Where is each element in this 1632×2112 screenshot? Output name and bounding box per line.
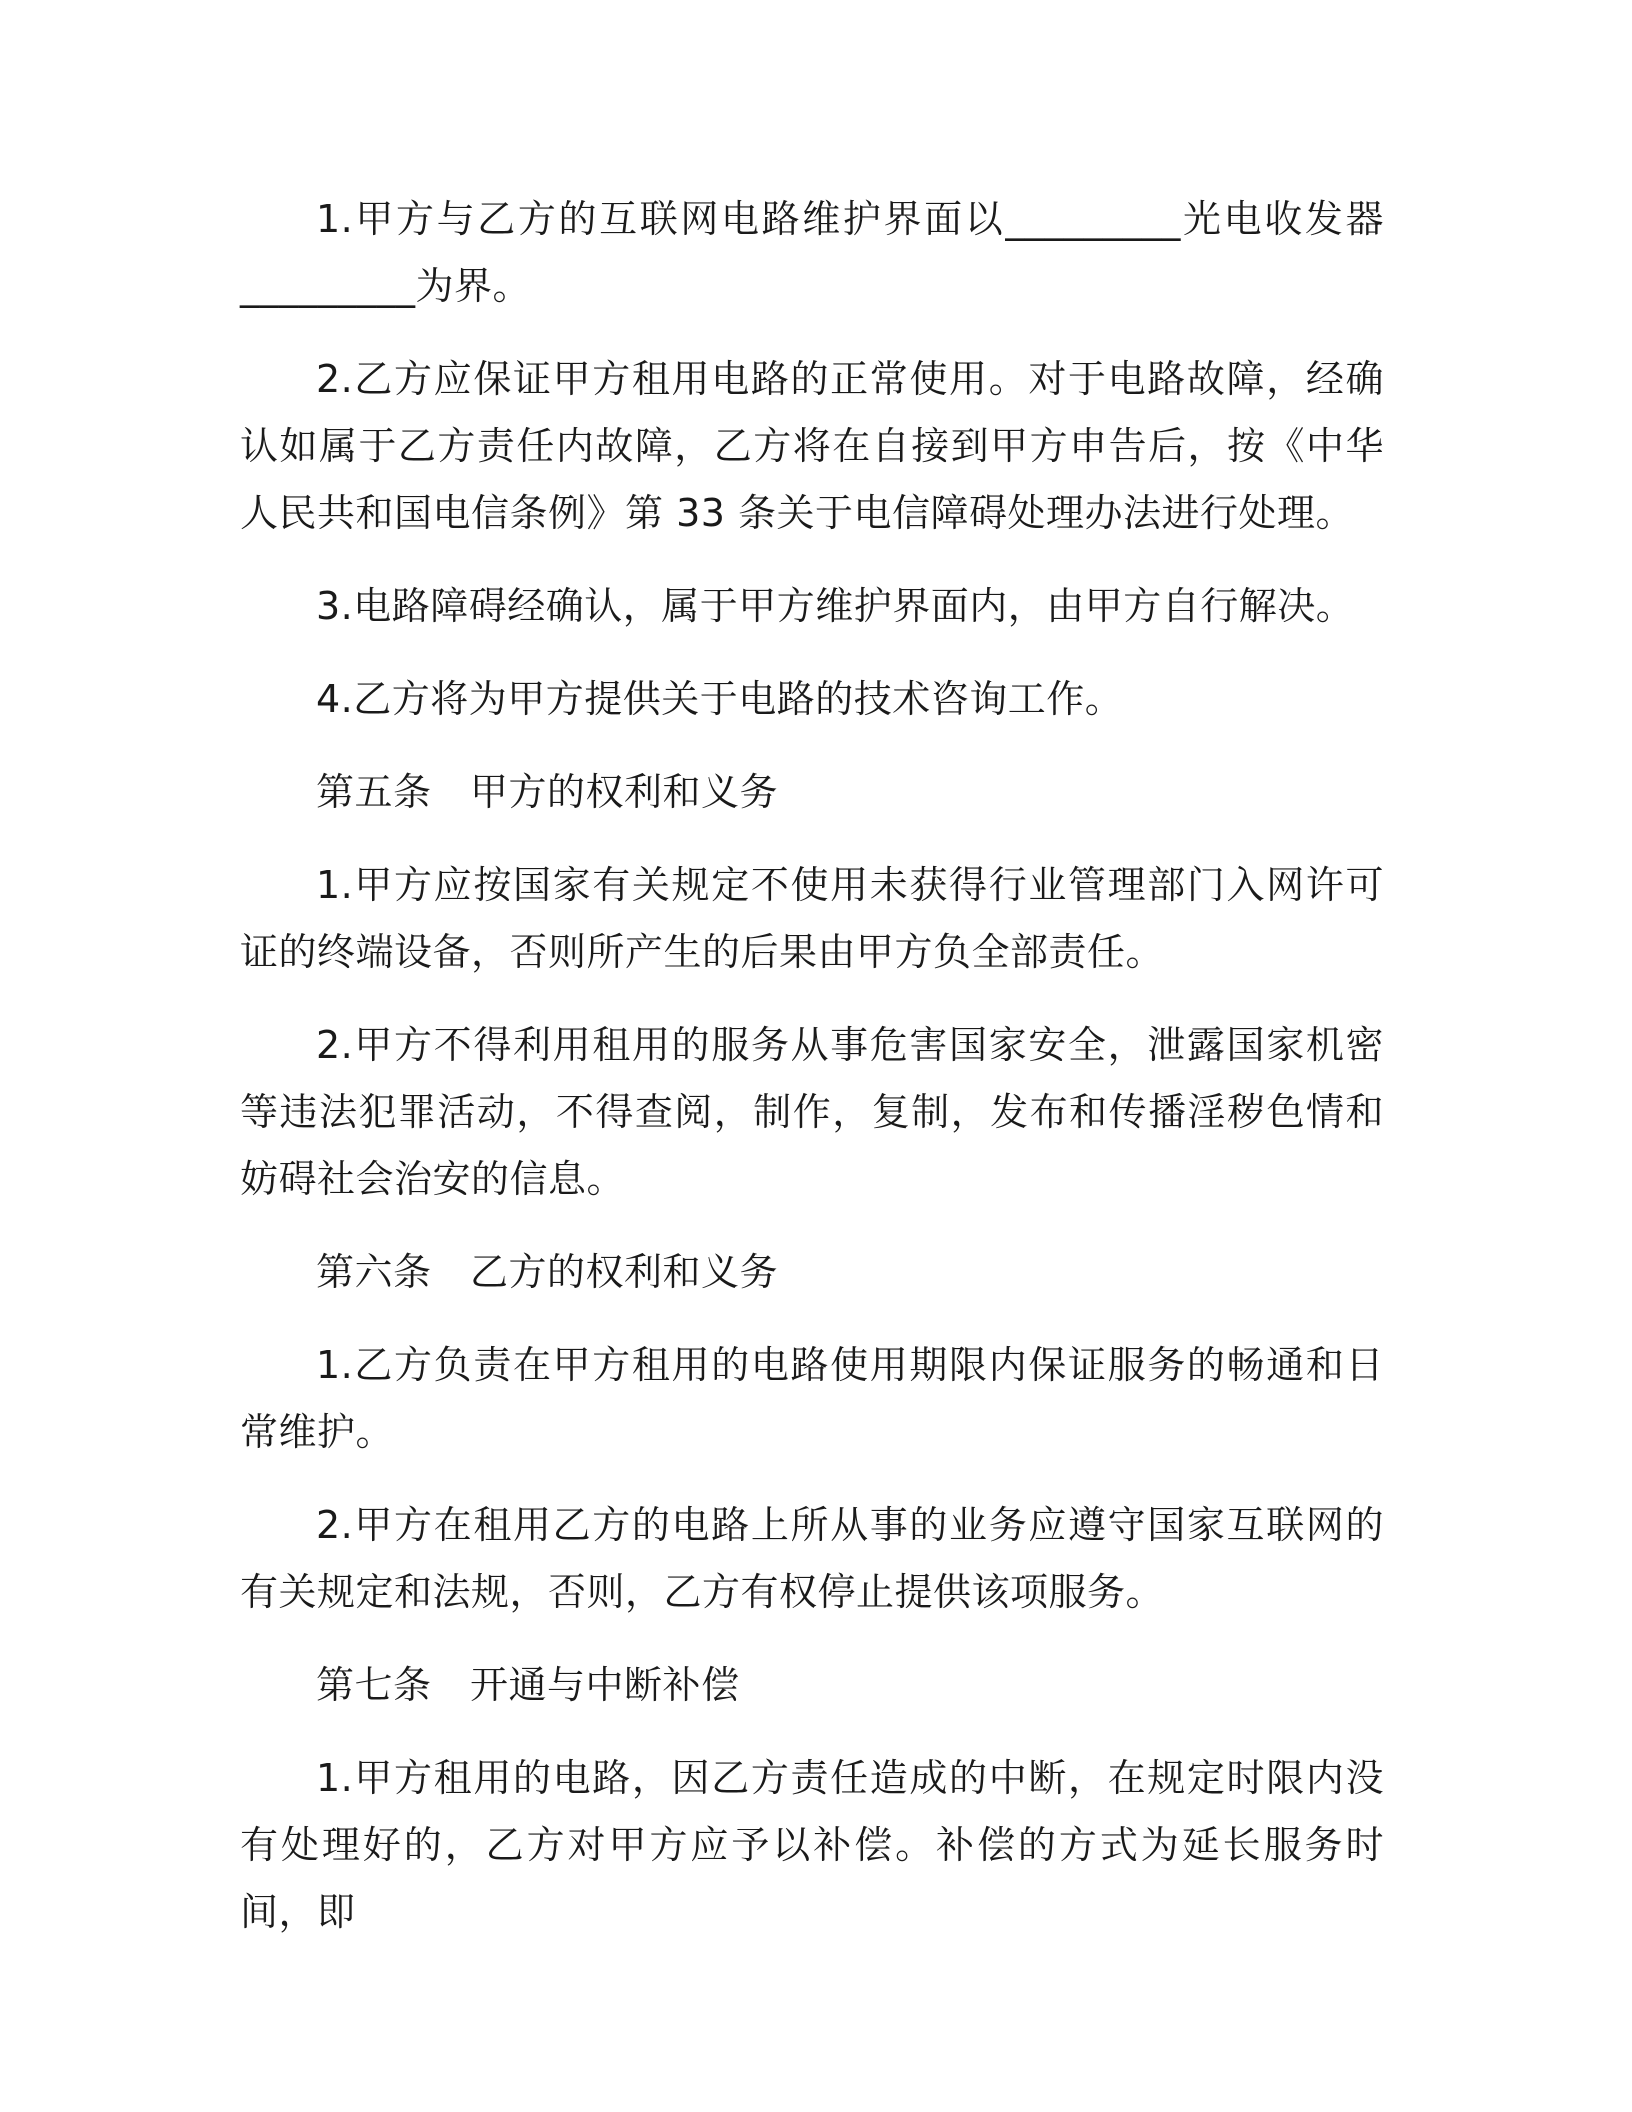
- paragraph-illegal-activities: 2.甲方不得利用租用的服务从事危害国家安全，泄露国家机密等违法犯罪活动，不得查阅，制作，复制，发布和传播淫秽色情和妨碍社会治安的信息。: [240, 1023, 1384, 1201]
- paragraph-maintenance-boundary: 1.甲方与乙方的互联网电路维护界面以_________光电收发器_________为界。: [240, 197, 1384, 308]
- document-page: [240, 186, 1384, 1972]
- paragraph-compliance: 2.甲方在租用乙方的电路上所从事的业务应遵守国家互联网的有关规定和法规，否则，乙方有权停止提供该项服务。: [240, 1503, 1384, 1614]
- paragraph-terminal-equipment: 1.甲方应按国家有关规定不使用未获得行业管理部门入网许可证的终端设备，否则所产生的后果由甲方负全部责任。: [240, 863, 1384, 974]
- article-7-heading: 第七条 开通与中断补偿: [316, 1663, 740, 1707]
- paragraph-fault-handling: 2.乙方应保证甲方租用电路的正常使用。对于电路故障，经确认如属于乙方责任内故障，乙方将在自接到甲方申告后，按《中华人民共和国电信条例》第 33 条关于电信障碍处理办法进行处理。: [240, 357, 1384, 535]
- article-5-heading: 第五条 甲方的权利和义务: [316, 770, 779, 814]
- paragraph-service-maintenance: 1.乙方负责在甲方租用的电路使用期限内保证服务的畅通和日常维护。: [240, 1343, 1384, 1454]
- paragraph-compensation: 1.甲方租用的电路，因乙方责任造成的中断，在规定时限内没有处理好的，乙方对甲方应予以补偿。补偿的方式为延长服务时间，即: [240, 1756, 1384, 1934]
- article-6-heading: 第六条 乙方的权利和义务: [316, 1250, 779, 1294]
- paragraph-party-a-maintenance: 3.电路障碍经确认，属于甲方维护界面内，由甲方自行解决。: [316, 584, 1355, 628]
- paragraph-technical-consulting: 4.乙方将为甲方提供关于电路的技术咨询工作。: [316, 677, 1124, 721]
